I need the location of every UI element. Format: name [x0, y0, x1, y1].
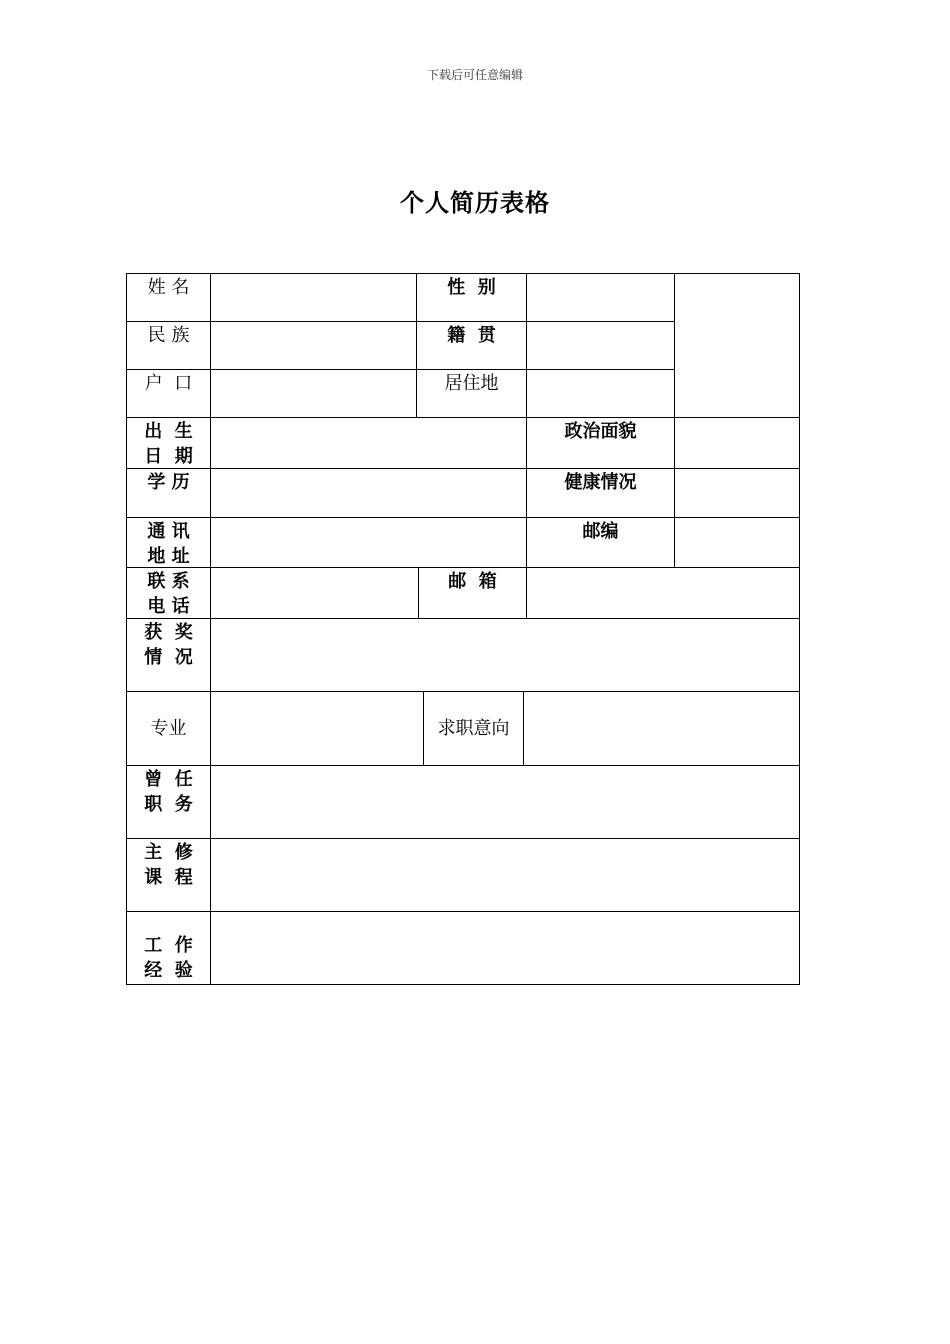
phone-label: 联 系 电 话	[127, 568, 211, 619]
awards-label: 获 奖 情 况	[127, 619, 211, 692]
email-label: 邮 箱	[419, 568, 527, 619]
postcode-field[interactable]	[675, 518, 800, 568]
name-field[interactable]	[211, 274, 417, 322]
email-field[interactable]	[527, 568, 800, 619]
residence-label: 居住地	[417, 370, 527, 418]
ethnicity-label: 民 族	[127, 322, 211, 370]
major-field[interactable]	[211, 692, 424, 766]
residence-field[interactable]	[527, 370, 675, 418]
political-status-label: 政治面貌	[527, 418, 675, 469]
main-courses-field[interactable]	[211, 839, 800, 912]
job-intention-field[interactable]	[524, 692, 800, 766]
education-field[interactable]	[211, 469, 527, 518]
work-experience-label: 工 作 经 验	[127, 912, 211, 984]
name-label: 姓 名	[127, 274, 211, 322]
major-label: 专业	[127, 692, 211, 766]
gender-field[interactable]	[527, 274, 675, 322]
awards-field[interactable]	[211, 619, 800, 692]
postcode-label: 邮编	[527, 518, 675, 568]
address-field[interactable]	[211, 518, 527, 568]
main-courses-label: 主 修 课 程	[127, 839, 211, 912]
hukou-label: 户 口	[127, 370, 211, 418]
birth-date-label: 出 生 日 期	[127, 418, 211, 469]
hukou-field[interactable]	[211, 370, 417, 418]
address-label: 通 讯 地 址	[127, 518, 211, 568]
page-header-note: 下载后可任意编辑	[426, 68, 523, 82]
resume-form-table	[126, 273, 800, 985]
positions-held-label: 曾 任 职 务	[127, 766, 211, 839]
gender-label: 性 别	[417, 274, 527, 322]
education-label: 学 历	[127, 469, 211, 518]
native-place-label: 籍 贯	[417, 322, 527, 370]
document-title: 个人简历表格	[400, 189, 550, 217]
ethnicity-field[interactable]	[211, 322, 417, 370]
phone-field[interactable]	[211, 568, 419, 619]
job-intention-label: 求职意向	[424, 692, 524, 766]
native-place-field[interactable]	[527, 322, 675, 370]
health-label: 健康情况	[527, 469, 675, 518]
political-status-field[interactable]	[675, 418, 800, 469]
birth-date-field[interactable]	[211, 418, 527, 469]
health-field[interactable]	[675, 469, 800, 518]
positions-held-field[interactable]	[211, 766, 800, 839]
photo-box[interactable]	[675, 274, 800, 418]
work-experience-field[interactable]	[211, 912, 800, 984]
